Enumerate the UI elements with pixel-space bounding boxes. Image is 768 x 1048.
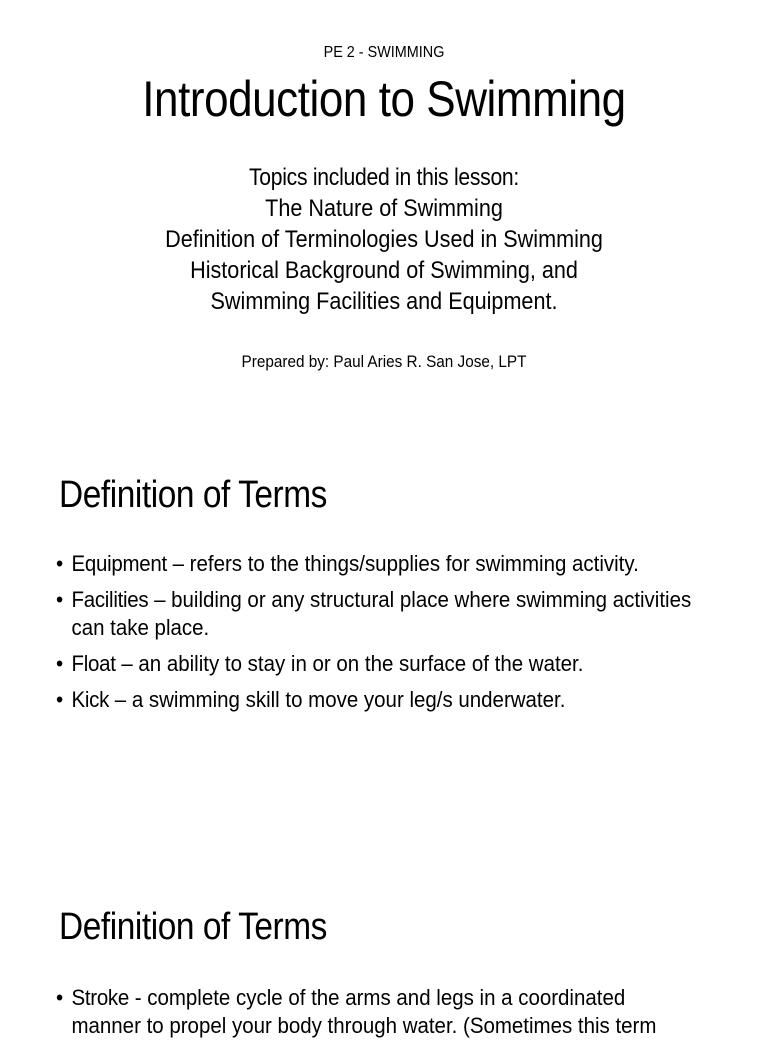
list-item <box>56 984 699 1040</box>
term-name: Stroke <box>71 985 130 1010</box>
term-definition: – building or any structural place where swimming activities can take place. <box>71 587 692 640</box>
topics-heading: Topics included in this lesson: <box>248 164 520 191</box>
lesson-title: Introduction to Swimming <box>142 71 626 127</box>
term-name: Equipment <box>71 551 167 576</box>
section-heading: Definition of Terms <box>59 906 327 948</box>
list-item <box>56 650 699 678</box>
term-definition: – a swimming skill to move your leg/s underwater. <box>109 687 566 712</box>
topic-item: The Nature of Swimming <box>265 195 503 222</box>
topic-item: Definition of Terminologies Used in Swimming <box>165 226 603 253</box>
topic-item: Historical Background of Swimming, and <box>190 257 578 284</box>
term-definition: - complete cycle of the arms and legs in a coordinated manner to propel your body through water. (Sometimes this term <box>71 985 657 1038</box>
course-label: PE 2 - SWIMMING <box>323 44 445 61</box>
terms-list <box>56 984 696 1048</box>
terms-list <box>56 550 696 722</box>
term-definition: – refers to the things/supplies for swimming activity. <box>166 551 639 576</box>
bullet: • <box>56 687 64 712</box>
topic-item: Swimming Facilities and Equipment. <box>210 288 558 315</box>
list-item <box>56 586 699 642</box>
list-item <box>56 550 699 578</box>
bullet: • <box>56 985 64 1010</box>
term-name: Facilities <box>71 587 149 612</box>
bullet: • <box>56 651 64 676</box>
list-item <box>56 686 699 714</box>
term-name: Float <box>71 651 116 676</box>
term-name: Kick <box>71 687 110 712</box>
topics-block <box>0 162 768 317</box>
section-heading: Definition of Terms <box>59 474 327 516</box>
bullet: • <box>56 587 64 612</box>
term-definition: – an ability to stay in or on the surface of the water. <box>115 651 584 676</box>
prepared-by: Prepared by: Paul Aries R. San Jose, LPT <box>241 352 527 371</box>
bullet: • <box>56 551 64 576</box>
